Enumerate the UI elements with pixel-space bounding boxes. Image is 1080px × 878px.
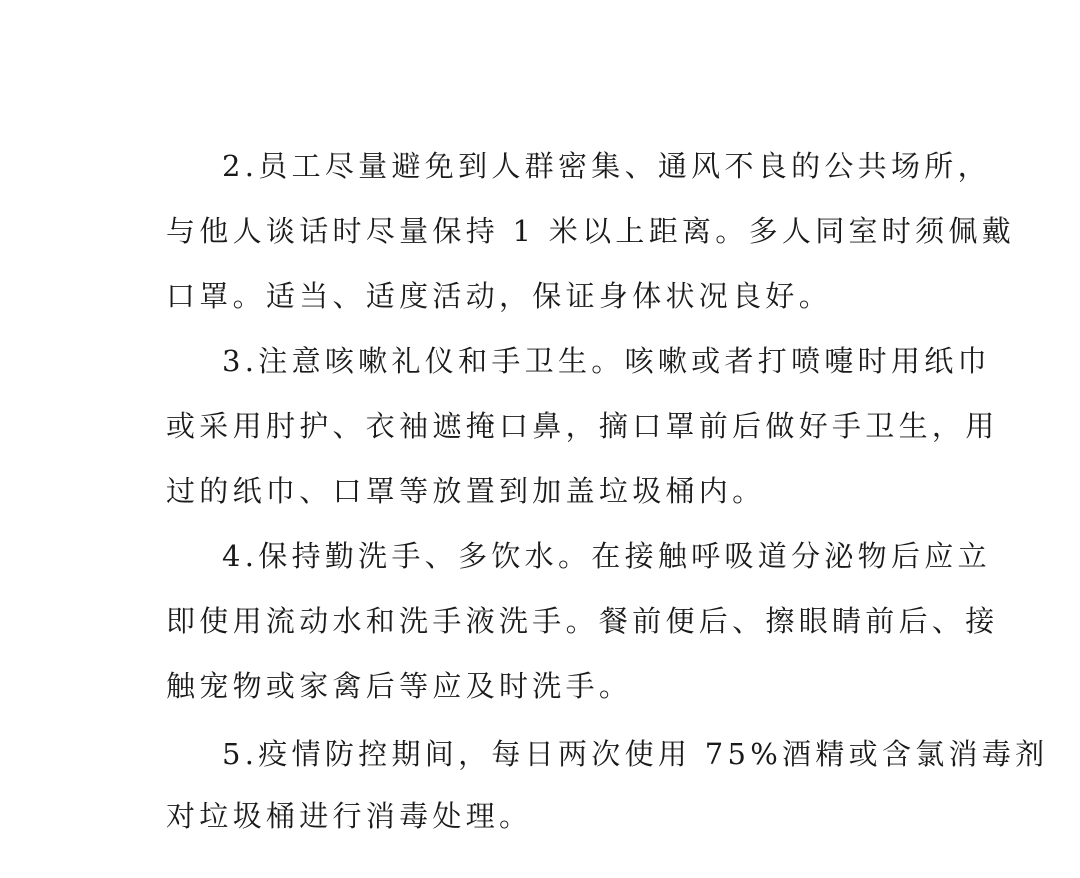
paragraph-3-line-3: 过的纸巾、口罩等放置到加盖垃圾桶内。: [166, 474, 766, 508]
paragraph-3-line-1: 3.注意咳嗽礼仪和手卫生。咳嗽或者打喷嚏时用纸巾: [222, 344, 991, 378]
paragraph-4-line-3: 触宠物或家禽后等应及时洗手。: [166, 669, 633, 703]
paragraph-5-line-2: 对垃圾桶进行消毒处理。: [166, 799, 533, 833]
paragraph-4-line-1: 4.保持勤洗手、多饮水。在接触呼吸道分泌物后应立: [222, 539, 991, 573]
paragraph-2-line-3: 口罩。适当、适度活动，保证身体状况良好。: [166, 279, 833, 313]
paragraph-2-line-1: 2.员工尽量避免到人群密集、通风不良的公共场所，: [222, 149, 991, 183]
paragraph-2-line-2: 与他人谈话时尽量保持 1 米以上距离。多人同室时须佩戴: [166, 214, 1015, 248]
paragraph-4-line-2: 即使用流动水和洗手液洗手。餐前便后、擦眼睛前后、接: [166, 604, 999, 638]
paragraph-5-line-1: 5.疫情防控期间，每日两次使用 75%酒精或含氯消毒剂: [222, 737, 1049, 771]
paragraph-3-line-2: 或采用肘护、衣袖遮掩口鼻，摘口罩前后做好手卫生，用: [166, 409, 999, 443]
